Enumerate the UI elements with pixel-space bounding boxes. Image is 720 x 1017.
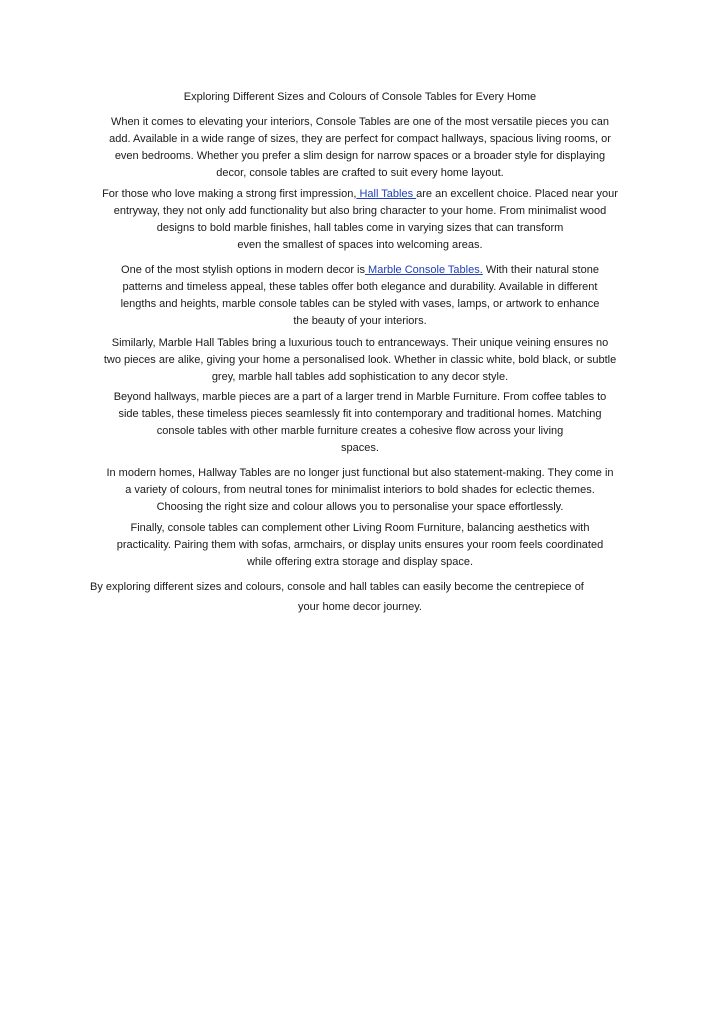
text-line: add. Available in a wide range of sizes, they are perfect for compact hallways, spacious living rooms, or [109, 133, 611, 145]
text-line: entryway, they not only add functionality but also bring character to your home. From minimalist wood [113, 205, 607, 217]
text-fragment: For those who love making a strong first impression, [102, 188, 357, 200]
text-line: while offering extra storage and display space. [246, 556, 474, 568]
text-line: a variety of colours, from neutral tones for minimalist interiors to bold shades for eclectic themes. [125, 484, 595, 496]
text-line: Beyond hallways, marble pieces are a part of a larger trend in Marble Furniture. From coffee tables to [113, 391, 607, 403]
text-line: practicality. Pairing them with sofas, armchairs, or display units ensures your room feels coordinated [116, 539, 604, 551]
closing-line-1: By exploring different sizes and colours, console and hall tables can easily become the centrepiece of [90, 581, 584, 593]
paragraph-hall-tables [0, 186, 720, 254]
text-line: side tables, these timeless pieces seamlessly fit into contemporary and traditional homes. Matching [118, 408, 602, 420]
text-line: even the smallest of spaces into welcoming areas. [237, 239, 483, 251]
text-line: two pieces are alike, giving your home a personalised look. Whether in classic white, bold black, or subtle [103, 354, 617, 366]
closing-line-2: your home decor journey. [298, 601, 422, 613]
text-line: In modern homes, Hallway Tables are no longer just functional but also statement-making. They come in [106, 467, 614, 479]
marble-console-tables-link[interactable]: Marble Console Tables. [364, 264, 483, 276]
text-line: decor, console tables are crafted to suit every home layout. [216, 167, 504, 179]
text-line: console tables with other marble furniture creates a cohesive flow across your living [156, 425, 564, 437]
paragraph-living-room-furniture [0, 520, 720, 571]
paragraph-console-tables [0, 114, 720, 182]
text-line: even bedrooms. Whether you prefer a slim design for narrow spaces or a broader style for displaying [114, 150, 606, 162]
text-line: lengths and heights, marble console tables can be styled with vases, lamps, or artwork to enhance [120, 298, 600, 310]
text-line-with-link [0, 262, 720, 279]
text-line: spaces. [341, 442, 379, 454]
text-line-with-link [0, 186, 720, 203]
text-line: the beauty of your interiors. [293, 315, 427, 327]
paragraph-marble-console-tables [0, 262, 720, 330]
document-title: Exploring Different Sizes and Colours of Console Tables for Every Home [183, 91, 537, 103]
text-line: designs to bold marble finishes, hall tables come in varying sizes that can transform [156, 222, 564, 234]
paragraph-marble-furniture [0, 389, 720, 457]
text-line: Choosing the right size and colour allows you to personalise your space effortlessly. [156, 501, 564, 513]
text-line: Finally, console tables can complement other Living Room Furniture, balancing aesthetics with [130, 522, 590, 534]
text-fragment: With their natural stone [482, 264, 599, 276]
text-line: When it comes to elevating your interiors, Console Tables are one of the most versatile pieces you can [110, 116, 610, 128]
text-line: patterns and timeless appeal, these tables offer both elegance and durability. Available in different [122, 281, 598, 293]
text-fragment: One of the most stylish options in modern decor is [121, 264, 365, 276]
paragraph-marble-hall-tables [0, 335, 720, 386]
hall-tables-link[interactable]: Hall Tables [356, 188, 417, 200]
paragraph-hallway-tables [0, 465, 720, 516]
text-line: Similarly, Marble Hall Tables bring a luxurious touch to entranceways. Their unique veining ensures no [111, 337, 609, 349]
text-fragment: are an excellent choice. Placed near your [416, 188, 618, 200]
text-line: grey, marble hall tables add sophistication to any decor style. [211, 371, 509, 383]
